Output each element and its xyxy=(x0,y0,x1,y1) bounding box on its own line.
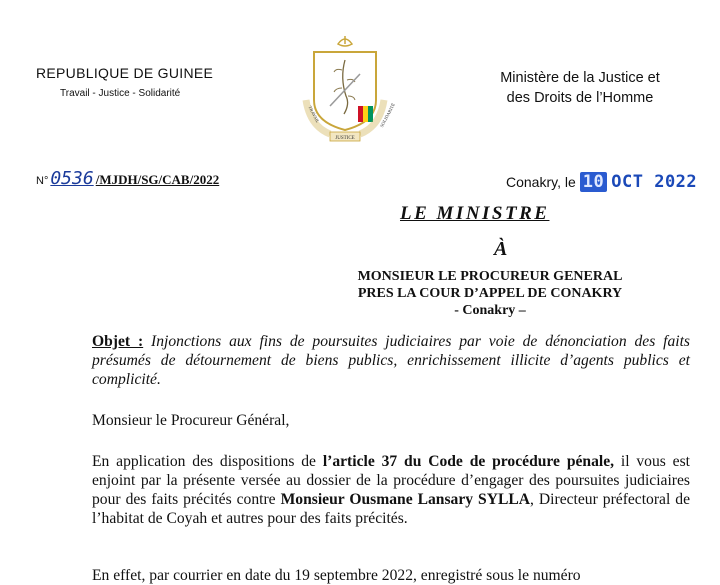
coat-of-arms-emblem xyxy=(300,30,396,148)
ministry-line-2: des Droits de l’Homme xyxy=(506,90,654,106)
date-place: Conakry, le xyxy=(506,174,576,190)
emblem-banner-center: JUSTICE xyxy=(335,136,355,141)
paragraph1-text-3: , Directeur préfectoral de l’habitat de Coyah et autres pour des faits précités. xyxy=(92,491,690,527)
emblem-banner-left: TRAVAIL xyxy=(307,105,321,124)
reference-code: /MJDH/SG/CAB/2022 xyxy=(95,172,220,187)
addressee-preposition: À xyxy=(494,238,508,260)
paragraph1-text-2: il vous est enjoint par la présente versée au dossier de la procédure d’engager des poursuites judiciaires pour des faits précités contre xyxy=(92,453,690,508)
subject-text: Injonctions aux fins de poursuites judiciaires par voie de dénonciation des faits présumés de détournement de biens publics, enrichissement illicite d’agents publics et complicité. xyxy=(92,333,690,388)
paragraph1-text-1: En application des dispositions de xyxy=(92,453,323,470)
ministry-name xyxy=(470,68,690,108)
salutation: Monsieur le Procureur Général, xyxy=(92,412,290,429)
reference-number xyxy=(36,168,219,189)
paragraph1-person-name: Monsieur Ousmane Lansary SYLLA xyxy=(280,491,531,508)
date-stamp xyxy=(580,172,697,192)
date-stamp-month-year: OCT 2022 xyxy=(611,172,698,192)
ministry-line-1: Ministère de la Justice et xyxy=(500,70,660,86)
date-stamp-day: 10 xyxy=(580,172,607,192)
reference-handwritten-number: 0536 xyxy=(50,168,94,189)
recipient-line-2: PRES LA COUR D’APPEL DE CONAKRY xyxy=(357,286,623,301)
recipient-line-3: - Conakry – xyxy=(454,303,526,318)
country-name: REPUBLIQUE DE GUINEE xyxy=(36,65,214,81)
emblem-banner-right: SOLIDARITÉ xyxy=(379,102,396,129)
sender-title: LE MINISTRE xyxy=(400,203,550,224)
subject-paragraph xyxy=(92,332,690,389)
recipient-block xyxy=(340,268,640,319)
coat-of-arms-icon xyxy=(300,30,396,148)
body-paragraph-2: En effet, par courrier en date du 19 septembre 2022, enregistré sous le numéro xyxy=(92,567,581,584)
national-motto: Travail - Justice - Solidarité xyxy=(60,88,181,99)
recipient-line-1: MONSIEUR LE PROCUREUR GENERAL xyxy=(357,269,623,284)
paragraph1-article-reference: l’article 37 du Code de procédure pénale, xyxy=(322,453,615,470)
letter-date xyxy=(506,172,697,192)
subject-label: Objet : xyxy=(92,333,144,350)
reference-prefix: N° xyxy=(36,175,49,187)
body-paragraph-1 xyxy=(92,452,690,528)
